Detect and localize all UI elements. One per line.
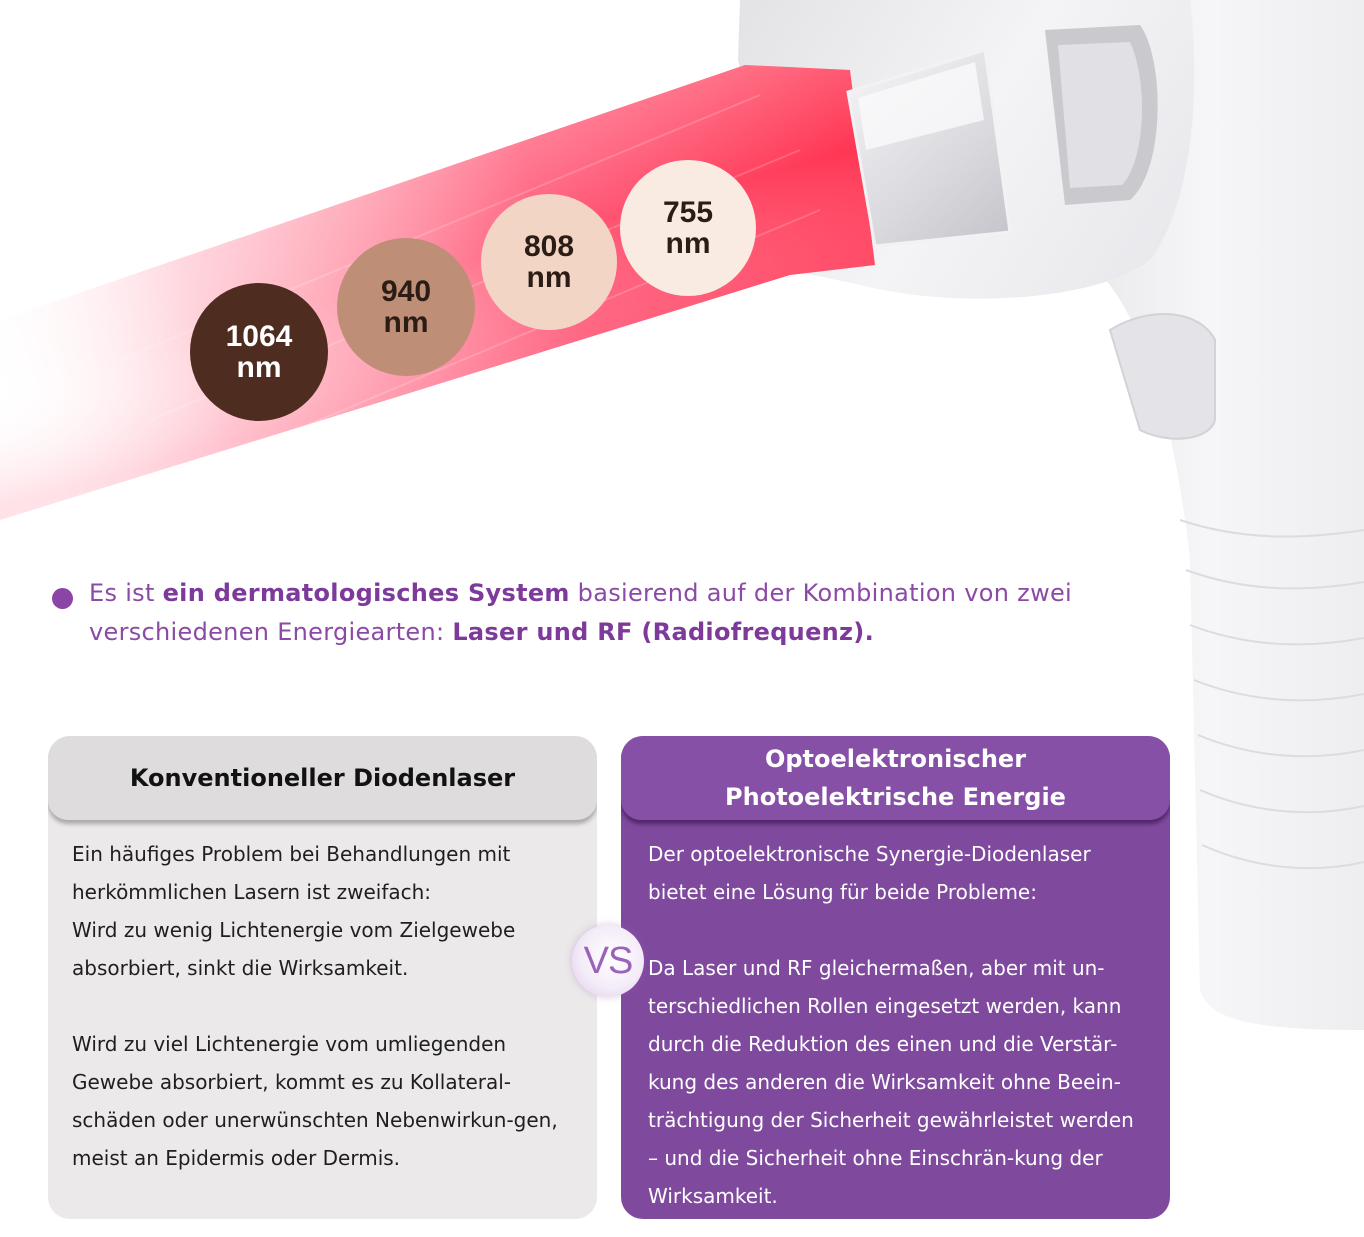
intro-pre: Es ist	[89, 579, 163, 607]
vs-label: VS	[583, 939, 633, 982]
wavelength-value: 1064	[225, 320, 293, 353]
wavelength-label-808	[481, 194, 617, 330]
card-paragraph: Ein häufiges Problem bei Behandlungen mit herkömmlichen Lasern ist zweifach:	[72, 842, 511, 904]
conventional-laser-card	[48, 736, 597, 1219]
wavelength-label-1064	[190, 283, 328, 421]
card-paragraph: Da Laser und RF gleichermaßen, aber mit un-terschiedlichen Rollen eingesetzt werden, kann durch die Reduktion des einen und die Verstär-kung des anderen die Wirksamkeit ohne Beein-trächtigung der Sicherheit gewährleistet werden – und die Sicherheit ohne Einschrän-kung der Wirksamkeit.	[648, 956, 1134, 1208]
intro-bold-system: ein dermatologisches System	[162, 579, 570, 607]
card-title-line: Optoelektronischer	[764, 745, 1027, 773]
wavelength-unit: nm	[526, 261, 572, 294]
wavelength-value: 755	[662, 196, 714, 229]
trigger-button	[1110, 314, 1215, 439]
bullet-icon	[52, 588, 73, 609]
card-title	[48, 736, 597, 820]
wavelength-label-755	[620, 160, 756, 296]
card-body	[648, 835, 1148, 1215]
vs-badge	[572, 925, 644, 997]
card-title-line: Photoelektrische Energie	[725, 783, 1066, 811]
wavelength-value: 940	[380, 275, 432, 308]
intro-mid: basierend auf der Kombination von zwei verschiedenen Energiearten:	[89, 579, 1073, 646]
wavelength-unit: nm	[236, 351, 282, 384]
card-paragraph: Wird zu viel Lichtenergie vom umliegenden Gewebe absorbiert, kommt es zu Kollateral-schäden oder unerwünschten Nebenwirkun-gen, meist an Epidermis oder Dermis.	[72, 1032, 558, 1170]
intro-bold-energy: Laser und RF (Radiofrequenz).	[452, 618, 874, 646]
wavelength-value: 808	[523, 230, 575, 263]
wavelength-unit: nm	[383, 306, 429, 339]
optoelectronic-laser-card	[621, 736, 1170, 1219]
wavelength-unit: nm	[665, 227, 711, 260]
wavelength-label-940	[337, 238, 475, 376]
card-title	[621, 736, 1170, 820]
card-body	[72, 835, 572, 1177]
intro-text	[89, 574, 1089, 652]
card-paragraph: Der optoelektronische Synergie-Diodenlaser bietet eine Lösung für beide Probleme:	[648, 842, 1091, 904]
card-title-text: Konventioneller Diodenlaser	[129, 764, 516, 792]
card-paragraph: Wird zu wenig Lichtenergie vom Zielgewebe absorbiert, sinkt die Wirksamkeit.	[72, 918, 516, 980]
